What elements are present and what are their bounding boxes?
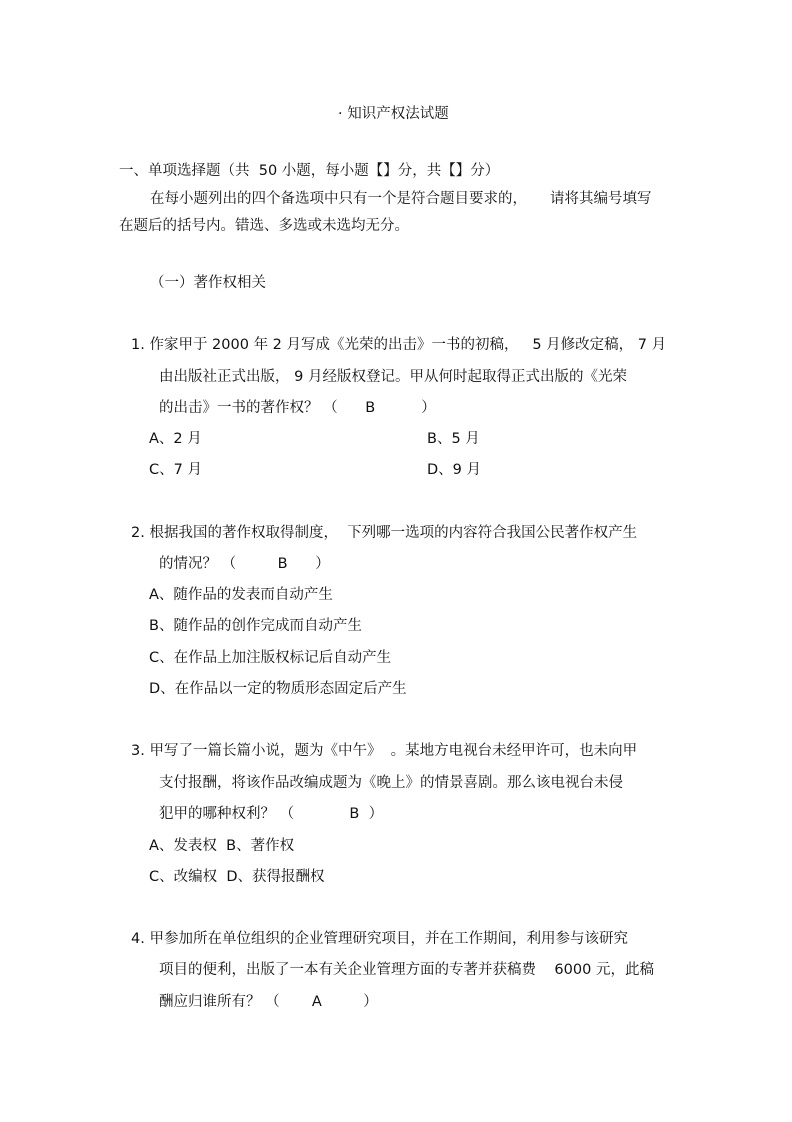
question-text: 4. 甲参加所在单位组织的企业管理研究项目，并在工作期间，利用参与该研究 xyxy=(131,931,628,947)
option: A、随作品的发表而自动产生 xyxy=(149,587,333,603)
option: C、改编权 D、获得报酬权 xyxy=(149,869,325,885)
option: D、在作品以一定的物质形态固定后产生 xyxy=(149,681,407,697)
instructions-line: 在题后的括号内。错选、多选或未选均无分。 xyxy=(119,218,409,234)
question-text: 犯甲的哪种权利？ （ B ） xyxy=(159,806,384,822)
instructions-line: 在每小题列出的四个备选项中只有一个是符合题目要求的， 请将其编号填写 xyxy=(150,191,652,207)
question-text: 支付报酬，将该作品改编成题为《晚上》的情景喜剧。那么该电视台未侵 xyxy=(159,775,623,791)
subsection-heading: （一）著作权相关 xyxy=(150,275,266,291)
section-heading: 一、单项选择题（共 50 小题，每小题【】分，共【】分） xyxy=(119,163,500,179)
option: D、9 月 xyxy=(427,462,481,478)
option: B、5 月 xyxy=(427,431,480,447)
option: A、2 月 xyxy=(149,431,202,447)
option: C、在作品上加注版权标记后自动产生 xyxy=(149,650,392,666)
document-title: · 知识产权法试题 xyxy=(338,106,449,122)
question-text: 3. 甲写了一篇长篇小说，题为《中午》 。某地方电视台未经甲许可，也未向甲 xyxy=(131,743,638,759)
question-text: 酬应归谁所有？ （ A ） xyxy=(159,994,378,1010)
question-text: 2. 根据我国的著作权取得制度， 下列哪一选项的内容符合我国公民著作权产生 xyxy=(131,525,638,541)
question-text: 的出击》一书的著作权？ （ B ） xyxy=(159,400,436,416)
question-text: 项目的便利，出版了一本有关企业管理方面的专著并获稿费 6000 元，此稿 xyxy=(159,962,654,978)
question-text: 1. 作家甲于 2000 年 2 月写成《光荣的出击》一书的初稿， 5 月修改定稿， 7 月 xyxy=(131,337,667,353)
option: C、7 月 xyxy=(149,462,202,478)
option: B、随作品的创作完成而自动产生 xyxy=(149,618,362,634)
question-text: 由出版社正式出版， 9 月经版权登记。甲从何时起取得正式出版的《光荣 xyxy=(159,369,627,385)
question-text: 的情况？ （ B ） xyxy=(159,556,330,572)
option: A、发表权 B、著作权 xyxy=(149,838,295,854)
